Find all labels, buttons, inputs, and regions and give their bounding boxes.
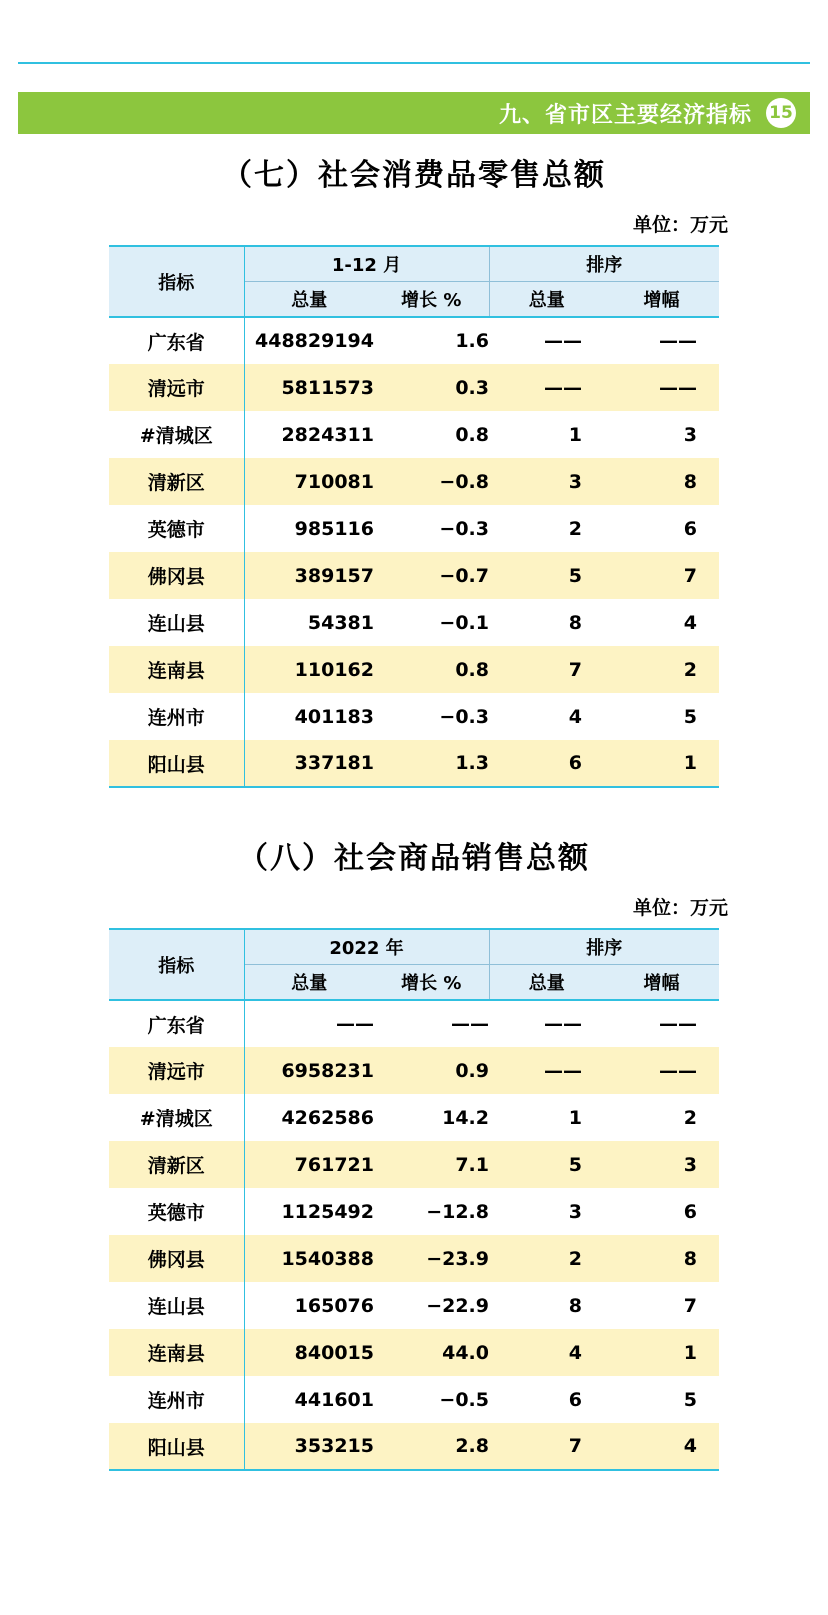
table-header <box>109 929 719 1000</box>
table-row <box>109 1047 719 1094</box>
row-label: 清新区 <box>109 1141 244 1188</box>
cell-total: 710081 <box>294 470 374 493</box>
cell-rank-growth: 7 <box>683 564 697 587</box>
row-label: 连南县 <box>109 1329 244 1376</box>
cell-growth: 2.8 <box>374 1423 489 1470</box>
column-group-period: 1-12 月 <box>244 246 489 282</box>
cell-rank-growth: —— <box>659 1059 697 1082</box>
cell-growth: −0.1 <box>439 611 489 634</box>
table-row <box>109 411 719 458</box>
cell-growth: −22.9 <box>426 1294 489 1317</box>
cell-total: 1540388 <box>281 1247 374 1270</box>
cell-rank-total: 4 <box>568 1341 582 1364</box>
column-header-total: 总量 <box>244 282 374 318</box>
cell-rank-growth: —— <box>659 1013 697 1035</box>
cell-rank-growth: 6 <box>683 1200 697 1223</box>
cell-growth: 1.3 <box>374 740 489 787</box>
cell-total: 337181 <box>244 740 374 787</box>
cell-rank-growth: 4 <box>604 1423 719 1470</box>
cell-rank-total: 6 <box>568 1388 582 1411</box>
table-row <box>109 1000 719 1047</box>
table-row <box>109 1235 719 1282</box>
table-header <box>109 246 719 317</box>
table-row <box>109 1376 719 1423</box>
cell-growth: −0.3 <box>439 517 489 540</box>
cell-rank-total: 3 <box>568 1200 582 1223</box>
section-unit: 单位：万元 <box>632 214 728 236</box>
cell-growth: −12.8 <box>426 1200 489 1223</box>
cell-growth: 7.1 <box>455 1153 489 1176</box>
cell-rank-growth: 2 <box>683 658 697 681</box>
cell-rank-growth: 4 <box>683 611 697 634</box>
cell-growth: −23.9 <box>426 1247 489 1270</box>
cell-rank-total: 5 <box>568 1153 582 1176</box>
table-row <box>109 364 719 411</box>
cell-rank-growth: 3 <box>683 1153 697 1176</box>
cell-growth: 1.6 <box>455 330 489 352</box>
section-retail-sales <box>0 150 828 788</box>
cell-rank-total: 2 <box>568 1247 582 1270</box>
column-group-period: 2022 年 <box>244 929 489 965</box>
cell-total: —— <box>336 1013 374 1035</box>
cell-rank-total: 5 <box>568 564 582 587</box>
column-header-growth: 增长 % <box>374 282 489 318</box>
column-header-index: 指标 <box>109 929 244 1000</box>
cell-rank-total: 8 <box>568 1294 582 1317</box>
column-header-rank-growth: 增幅 <box>604 965 719 1001</box>
cell-rank-growth: 5 <box>683 705 697 728</box>
table-row <box>109 505 719 552</box>
cell-rank-total: 4 <box>568 705 582 728</box>
row-label: 英德市 <box>109 505 244 552</box>
cell-total: 110162 <box>294 658 374 681</box>
page-header-band <box>18 92 810 134</box>
table-row <box>109 552 719 599</box>
cell-rank-growth: 7 <box>683 1294 697 1317</box>
cell-rank-growth: 8 <box>683 470 697 493</box>
cell-total: 441601 <box>294 1388 374 1411</box>
cell-rank-total: 1 <box>568 423 582 446</box>
section-title: （八）社会商品销售总额 <box>238 841 590 876</box>
retail-sales-table <box>109 245 719 788</box>
column-header-index: 指标 <box>109 246 244 317</box>
section-title: （七）社会消费品零售总额 <box>222 158 606 193</box>
page-number-badge: 15 <box>766 98 796 128</box>
cell-rank-total: 7 <box>489 1423 604 1470</box>
table-row <box>109 1329 719 1376</box>
column-group-rank: 排序 <box>489 929 719 965</box>
table-row <box>109 1094 719 1141</box>
row-label: 连州市 <box>109 693 244 740</box>
cell-rank-growth: 2 <box>683 1106 697 1129</box>
column-header-total: 总量 <box>244 965 374 1001</box>
cell-rank-growth: —— <box>659 376 697 399</box>
top-divider <box>18 62 810 64</box>
column-header-growth: 增长 % <box>374 965 489 1001</box>
cell-rank-total: —— <box>544 376 582 399</box>
table-row <box>109 458 719 505</box>
column-header-rank-total: 总量 <box>489 965 604 1001</box>
table-body <box>109 317 719 787</box>
cell-total: 401183 <box>294 705 374 728</box>
cell-rank-total: —— <box>544 1013 582 1035</box>
row-label: #清城区 <box>109 411 244 458</box>
section-unit: 单位：万元 <box>632 897 728 919</box>
row-label: 广东省 <box>109 317 244 364</box>
cell-rank-total: 8 <box>568 611 582 634</box>
cell-rank-growth: 6 <box>683 517 697 540</box>
cell-total: 6958231 <box>281 1059 374 1082</box>
table-row <box>109 599 719 646</box>
table-row <box>109 1423 719 1470</box>
cell-total: 448829194 <box>255 330 374 352</box>
cell-rank-growth: 5 <box>683 1388 697 1411</box>
cell-growth: −0.8 <box>439 470 489 493</box>
row-label: 连山县 <box>109 1282 244 1329</box>
cell-total: 1125492 <box>281 1200 374 1223</box>
table-row <box>109 693 719 740</box>
table-body <box>109 1000 719 1470</box>
cell-rank-growth: 1 <box>683 1341 697 1364</box>
row-label: 清新区 <box>109 458 244 505</box>
row-label: #清城区 <box>109 1094 244 1141</box>
row-label: 广东省 <box>109 1000 244 1047</box>
cell-growth: 44.0 <box>442 1341 489 1364</box>
table-row <box>109 1188 719 1235</box>
cell-total: 353215 <box>244 1423 374 1470</box>
cell-rank-growth: 8 <box>683 1247 697 1270</box>
cell-total: 761721 <box>294 1153 374 1176</box>
row-label: 阳山县 <box>109 1423 244 1470</box>
cell-rank-total: 6 <box>489 740 604 787</box>
cell-total: 54381 <box>307 611 374 634</box>
cell-total: 5811573 <box>281 376 374 399</box>
cell-total: 4262586 <box>281 1106 374 1129</box>
cell-rank-total: 7 <box>568 658 582 681</box>
cell-rank-total: 2 <box>568 517 582 540</box>
row-label: 英德市 <box>109 1188 244 1235</box>
table-row <box>109 1141 719 1188</box>
cell-rank-growth: 1 <box>604 740 719 787</box>
row-label: 连州市 <box>109 1376 244 1423</box>
cell-growth: 0.9 <box>455 1059 489 1082</box>
row-label: 阳山县 <box>109 740 244 787</box>
cell-total: 2824311 <box>281 423 374 446</box>
page-header-title: 九、省市区主要经济指标 <box>498 102 752 128</box>
cell-growth: 0.8 <box>455 423 489 446</box>
table-row <box>109 317 719 364</box>
table-row <box>109 646 719 693</box>
column-group-rank: 排序 <box>489 246 719 282</box>
cell-growth: −0.5 <box>439 1388 489 1411</box>
commodity-sales-table <box>109 928 719 1471</box>
table-row <box>109 1282 719 1329</box>
cell-total: 165076 <box>294 1294 374 1317</box>
cell-rank-growth: 3 <box>683 423 697 446</box>
row-label: 清远市 <box>109 1047 244 1094</box>
cell-rank-total: —— <box>544 1059 582 1082</box>
row-label: 佛冈县 <box>109 552 244 599</box>
cell-growth: −0.7 <box>439 564 489 587</box>
cell-growth: 0.3 <box>455 376 489 399</box>
cell-growth: 14.2 <box>442 1106 489 1129</box>
cell-rank-total: —— <box>544 330 582 352</box>
cell-rank-total: 1 <box>568 1106 582 1129</box>
column-header-rank-total: 总量 <box>489 282 604 318</box>
section-commodity-sales <box>0 833 828 1471</box>
row-label: 清远市 <box>109 364 244 411</box>
row-label: 连南县 <box>109 646 244 693</box>
row-label: 连山县 <box>109 599 244 646</box>
cell-rank-growth: —— <box>659 330 697 352</box>
cell-total: 840015 <box>294 1341 374 1364</box>
table-row <box>109 740 719 787</box>
cell-growth: —— <box>451 1013 489 1035</box>
cell-rank-total: 3 <box>568 470 582 493</box>
cell-growth: −0.3 <box>439 705 489 728</box>
column-header-rank-growth: 增幅 <box>604 282 719 318</box>
row-label: 佛冈县 <box>109 1235 244 1282</box>
cell-growth: 0.8 <box>455 658 489 681</box>
cell-total: 985116 <box>294 517 374 540</box>
cell-total: 389157 <box>294 564 374 587</box>
